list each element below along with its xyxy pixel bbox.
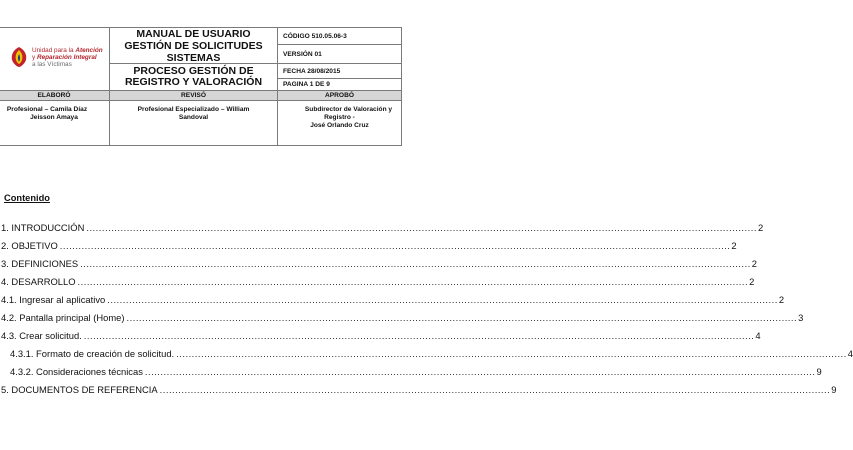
toc-item-consideraciones-tecnicas[interactable] bbox=[10, 366, 822, 378]
page-number: PAGINA 1 DE 9 bbox=[277, 78, 402, 91]
toc-item-page: 2 bbox=[749, 276, 755, 287]
toc-item-label: 5. DOCUMENTOS DE REFERENCIA bbox=[1, 384, 158, 395]
document-code: CÓDIGO 510.05.06-3 bbox=[277, 27, 402, 45]
toc-item-label: 3. DEFINICIONES bbox=[1, 258, 79, 269]
toc-item-page: 2 bbox=[778, 294, 785, 305]
toc-item-page: 2 bbox=[751, 258, 757, 269]
elaboro-name-2: Jeisson Amaya bbox=[30, 114, 78, 121]
logo-line-2-bold: Reparación Integral bbox=[36, 54, 97, 61]
toc-leader-dots bbox=[145, 366, 816, 378]
toc-item-definiciones[interactable] bbox=[1, 258, 757, 270]
reviso-name-1: Profesional Especializado – William bbox=[137, 106, 250, 113]
toc-item-label: 4. DESARROLLO bbox=[1, 276, 76, 287]
toc-item-label: 4.3. Crear solicitud. bbox=[1, 330, 82, 341]
logo-line-1-bold: Atención bbox=[75, 47, 103, 54]
document-header-table bbox=[0, 27, 402, 146]
toc-item-page: 9 bbox=[831, 384, 837, 395]
toc-leader-dots bbox=[127, 312, 798, 324]
contents-heading: Contenido bbox=[4, 193, 50, 203]
reviso-names bbox=[109, 100, 278, 146]
toc-item-documentos-referencia[interactable] bbox=[1, 384, 837, 396]
toc-item-objetivo[interactable] bbox=[1, 240, 737, 252]
toc-item-formato-creacion[interactable] bbox=[10, 348, 853, 360]
document-version: VERSIÓN 01 bbox=[277, 44, 402, 64]
toc-item-introduccion[interactable] bbox=[1, 222, 764, 234]
logo-cell bbox=[0, 27, 110, 91]
aprobo-name-3: José Orlando Cruz bbox=[310, 122, 369, 129]
document-date: FECHA 28/08/2015 bbox=[277, 63, 402, 79]
toc-item-label: 4.3.2. Consideraciones técnicas bbox=[10, 366, 143, 377]
toc-leader-dots bbox=[60, 240, 731, 252]
aprobo-names bbox=[277, 100, 402, 146]
toc-leader-dots bbox=[80, 258, 751, 270]
document-title: MANUAL DE USUARIO GESTIÓN DE SOLICITUDES SISTEMAS bbox=[109, 27, 278, 64]
elaboro-name-1: Profesional – Camila Díaz bbox=[6, 106, 88, 113]
logo-line-3: a las Víctimas bbox=[32, 61, 72, 68]
logo-line-2: y bbox=[32, 54, 37, 61]
toc-item-desarrollo[interactable] bbox=[1, 276, 755, 288]
toc-item-label: 4.1. Ingresar al aplicativo bbox=[1, 294, 106, 305]
logo-line-1: Unidad para la bbox=[32, 47, 76, 54]
toc-item-page: 3 bbox=[798, 312, 804, 323]
elaboro-names bbox=[0, 100, 110, 146]
aprobo-name-1: Subdirector de Valoración y bbox=[304, 106, 393, 113]
toc-item-label: 4.3.1. Formato de creación de solicitud. bbox=[10, 348, 175, 359]
toc-item-page: 4 bbox=[847, 348, 853, 359]
toc-leader-dots bbox=[176, 348, 847, 360]
logo-wordmark bbox=[32, 47, 103, 68]
toc-item-page: 2 bbox=[757, 222, 764, 233]
toc-item-crear-solicitud[interactable] bbox=[1, 330, 761, 342]
role-aprobo-header: APROBÓ bbox=[277, 90, 402, 101]
toc-item-ingresar-aplicativo[interactable] bbox=[1, 294, 785, 306]
toc-leader-dots bbox=[86, 222, 757, 234]
toc-item-label: 1. INTRODUCCIÓN bbox=[1, 222, 85, 233]
role-elaboro-header: ELABORÓ bbox=[0, 90, 110, 101]
toc-item-label: 4.2. Pantalla principal (Home) bbox=[1, 312, 125, 323]
process-name: PROCESO GESTIÓN DE REGISTRO Y VALORACIÓN bbox=[109, 63, 278, 91]
toc-leader-dots bbox=[107, 294, 778, 306]
toc-leader-dots bbox=[84, 330, 755, 342]
role-reviso-header: REVISÓ bbox=[109, 90, 278, 101]
toc-item-page: 4 bbox=[755, 330, 761, 341]
unidad-victimas-logo-icon bbox=[9, 46, 29, 68]
toc-item-page: 2 bbox=[731, 240, 737, 251]
toc-item-label: 2. OBJETIVO bbox=[1, 240, 58, 251]
toc-item-pantalla-principal[interactable] bbox=[1, 312, 804, 324]
aprobo-name-2: Registro - bbox=[324, 114, 355, 121]
reviso-name-2: Sandoval bbox=[178, 114, 209, 121]
toc-leader-dots bbox=[78, 276, 749, 288]
toc-item-page: 9 bbox=[816, 366, 822, 377]
toc-leader-dots bbox=[160, 384, 831, 396]
